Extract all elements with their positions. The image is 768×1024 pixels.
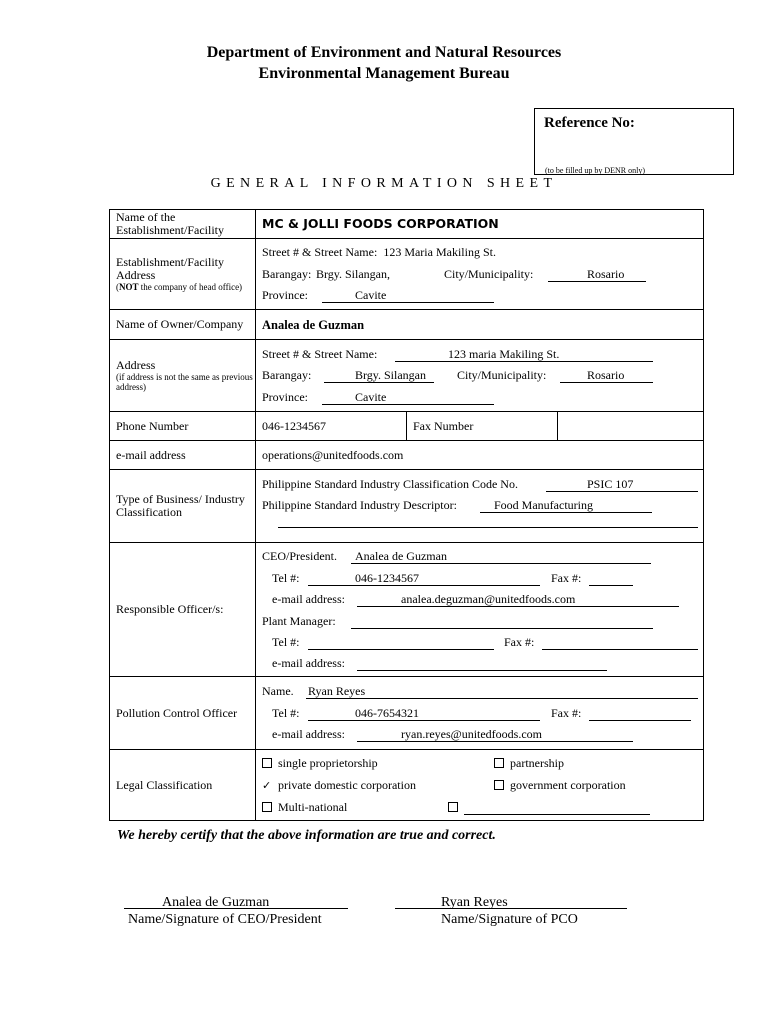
psic-descriptor-label: Philippine Standard Industry Descriptor: (262, 498, 457, 512)
pco-tel-label: Tel #: (272, 706, 300, 720)
checkbox-partnership[interactable] (494, 758, 504, 768)
ceo-fax-label: Fax #: (551, 571, 582, 585)
option-government-corporation[interactable] (494, 778, 626, 793)
pco-fax-label: Fax #: (551, 706, 582, 720)
city-label: City/Municipality: (444, 267, 534, 281)
pm-email-underline (357, 656, 607, 671)
establishment-barangay-value: Brgy. Silangan, (316, 267, 390, 281)
ceo-email-value: analea.deguzman@unitedfoods.com (401, 592, 576, 606)
establishment-name-value: MC & JOLLI FOODS CORPORATION (262, 216, 499, 231)
psic-descriptor-value: Food Manufacturing (494, 498, 593, 512)
row-legal (110, 750, 704, 821)
fax-label: Fax Number (413, 419, 474, 433)
checkmark-icon[interactable]: ✓ (262, 779, 272, 792)
pco-name-value: Ryan Reyes (308, 684, 366, 698)
checkbox-other[interactable] (448, 802, 458, 812)
row-business (110, 470, 704, 543)
address-note: (if address is not the same as previous address) (116, 372, 253, 392)
option-label-private-domestic-corporation: private domestic corporation (278, 778, 416, 792)
note-open-paren: ( (116, 282, 119, 292)
label-pco: Pollution Control Officer (110, 677, 256, 750)
establishment-province-underline (322, 288, 494, 303)
ceo-tel-value: 046-1234567 (355, 571, 419, 585)
fax-value-divider (557, 411, 558, 441)
address-barangay-value: Brgy. Silangan (355, 368, 426, 382)
value-cell-establishment-address (256, 239, 704, 310)
row-email (110, 441, 704, 470)
psic-code-label: Philippine Standard Industry Classification Code No. (262, 477, 518, 491)
pco-email-label: e-mail address: (272, 727, 345, 741)
establishment-street-value: 123 Maria Makiling St. (383, 245, 496, 259)
pco-signature-line (395, 894, 627, 909)
pco-tel-underline (308, 706, 540, 721)
option-label-partnership: partnership (510, 756, 564, 770)
psic-extra-underline (278, 513, 698, 528)
checkbox-government-corporation[interactable] (494, 780, 504, 790)
pco-signature-name: Ryan Reyes (441, 895, 508, 910)
label-business: Type of Business/ Industry Classification (110, 470, 256, 543)
row-establishment-name (110, 210, 704, 239)
label-establishment-name: Name of the Establishment/Facility (110, 210, 256, 239)
plant-manager-label: Plant Manager: (262, 614, 336, 628)
label-legal: Legal Classification (110, 750, 256, 821)
address-city-value: Rosario (587, 368, 625, 382)
row-officers (110, 543, 704, 677)
value-cell-officers (256, 543, 704, 677)
pm-fax-underline (542, 635, 698, 650)
ceo-fax-underline (589, 571, 633, 586)
pco-fax-underline (589, 706, 691, 721)
pco-signature-caption: Name/Signature of PCO (441, 912, 578, 927)
barangay-label: Barangay: (262, 267, 312, 281)
header-department: Department of Environment and Natural Resources (206, 44, 562, 61)
address-city-label: City/Municipality: (457, 368, 547, 382)
address-province-value: Cavite (355, 390, 387, 404)
note-not-bold: NOT (119, 282, 139, 292)
value-cell-pco (256, 677, 704, 750)
phone-fax-divider (406, 411, 407, 441)
establishment-city-value: Rosario (587, 267, 625, 281)
ceo-label: CEO/President. (262, 549, 337, 563)
ceo-signature-name: Analea de Guzman (162, 895, 270, 910)
pm-fax-label: Fax #: (504, 635, 535, 649)
establishment-province-value: Cavite (355, 288, 387, 302)
establishment-address-note (116, 282, 255, 292)
value-cell-email (256, 441, 704, 470)
ceo-value: Analea de Guzman (355, 549, 447, 563)
email-value: operations@unitedfoods.com (262, 448, 404, 462)
option-label-multi-national: Multi-national (278, 800, 348, 814)
ceo-email-label: e-mail address: (272, 592, 345, 606)
value-cell-phone (256, 412, 704, 441)
label-address: Address (116, 358, 156, 372)
note-rest: the company of head office) (138, 282, 243, 292)
value-cell-legal (256, 750, 704, 821)
address-province-label: Province: (262, 390, 308, 404)
street-label: Street # & Street Name: (262, 245, 378, 259)
value-cell-business (256, 470, 704, 543)
option-other[interactable] (448, 800, 464, 815)
pm-tel-label: Tel #: (272, 635, 300, 649)
option-multi-national[interactable] (262, 800, 347, 815)
ceo-signature-caption: Name/Signature of CEO/President (128, 912, 322, 927)
label-establishment-address: Establishment/Facility Address (116, 255, 224, 282)
general-information-table (109, 209, 704, 821)
plant-manager-underline (351, 614, 653, 629)
ceo-tel-label: Tel #: (272, 571, 300, 585)
label-owner: Name of Owner/Company (110, 310, 256, 340)
sheet-title: GENERAL INFORMATION SHEET (210, 176, 558, 191)
option-label-single-proprietorship: single proprietorship (278, 756, 378, 770)
row-phone (110, 412, 704, 441)
option-label-government-corporation: government corporation (510, 778, 626, 792)
value-cell-establishment-name (256, 210, 704, 239)
address-province-underline (322, 390, 494, 405)
address-street-label: Street # & Street Name: (262, 347, 378, 361)
label-email: e-mail address (110, 441, 256, 470)
owner-value: Analea de Guzman (262, 318, 365, 332)
option-private-domestic-corporation[interactable] (262, 778, 416, 793)
address-street-value: 123 maria Makiling St. (448, 347, 560, 361)
label-phone: Phone Number (110, 412, 256, 441)
option-partnership[interactable] (494, 756, 564, 771)
reference-label: Reference No: (544, 115, 635, 131)
pm-email-label: e-mail address: (272, 656, 345, 670)
header-bureau: Environmental Management Bureau (258, 65, 510, 82)
psic-code-value: PSIC 107 (587, 477, 634, 491)
reference-box (534, 108, 734, 175)
pco-tel-value: 046-7654321 (355, 706, 419, 720)
certification-statement: We hereby certify that the above information are true and correct. (117, 828, 496, 843)
reference-note: (to be filled up by DENR only) (545, 166, 645, 175)
address-barangay-label: Barangay: (262, 368, 312, 382)
checkbox-single-proprietorship[interactable] (262, 758, 272, 768)
ceo-tel-underline (308, 571, 540, 586)
value-cell-address (256, 340, 704, 412)
label-cell-establishment-address (110, 239, 256, 310)
phone-value: 046-1234567 (262, 419, 326, 433)
row-owner (110, 310, 704, 340)
province-label: Province: (262, 288, 308, 302)
pco-email-value: ryan.reyes@unitedfoods.com (401, 727, 543, 741)
row-address (110, 340, 704, 412)
row-establishment-address (110, 239, 704, 310)
label-cell-address (110, 340, 256, 412)
row-pco (110, 677, 704, 750)
label-officers: Responsible Officer/s: (110, 543, 256, 677)
pco-name-label: Name. (262, 684, 294, 698)
value-cell-owner (256, 310, 704, 340)
option-other-underline[interactable] (464, 800, 650, 815)
option-single-proprietorship[interactable] (262, 756, 378, 771)
pm-tel-underline (308, 635, 494, 650)
checkbox-multi-national[interactable] (262, 802, 272, 812)
